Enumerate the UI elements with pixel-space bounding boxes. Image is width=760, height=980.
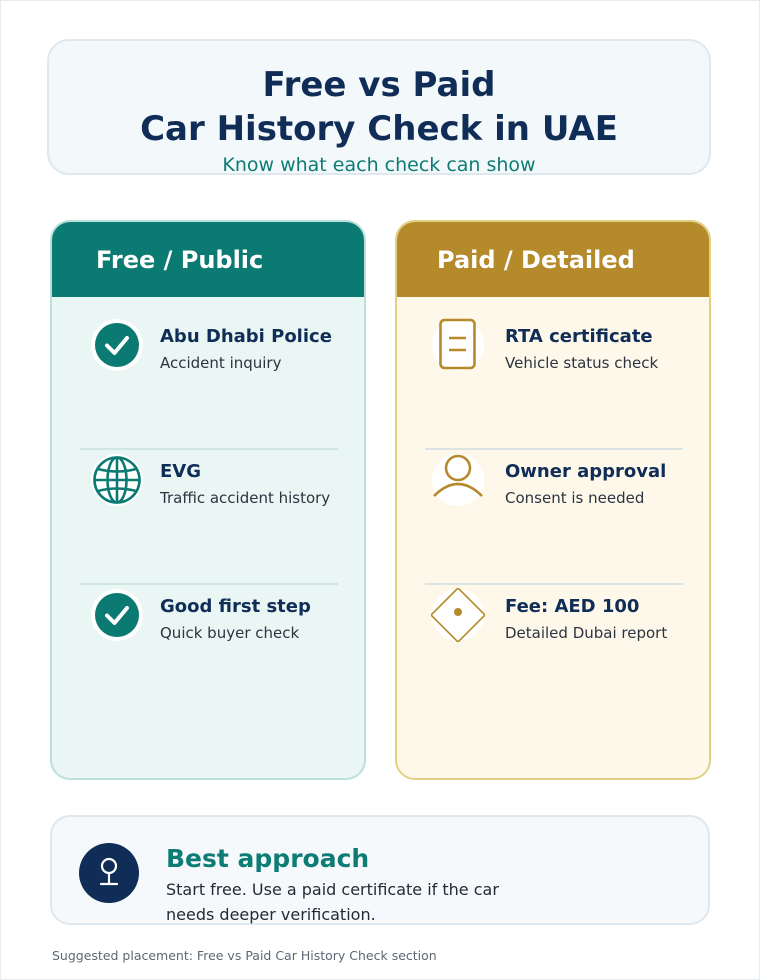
- title-line-2: Car History Check in UAE: [140, 109, 618, 149]
- divider: [80, 583, 338, 585]
- user-icon: [431, 453, 485, 507]
- paid-item-rta-certificate: [397, 318, 709, 388]
- free-item-title: Abu Dhabi Police: [160, 326, 332, 347]
- free-item-desc: Accident inquiry: [160, 354, 282, 372]
- paid-item-title: Fee: AED 100: [505, 596, 640, 617]
- check-circle-icon: [90, 318, 144, 372]
- header-card: [47, 39, 711, 175]
- free-column-heading: Free / Public: [50, 220, 366, 297]
- globe-icon: [90, 453, 144, 507]
- paid-column: [395, 220, 711, 780]
- document-icon: [431, 318, 485, 372]
- pin-icon: [79, 843, 139, 903]
- placement-note: Suggested placement: Free vs Paid Car History Check section: [52, 948, 437, 963]
- free-item-good-first-step: [52, 588, 364, 658]
- free-item-desc: Quick buyer check: [160, 624, 300, 642]
- divider: [425, 448, 683, 450]
- best-approach-title: Best approach: [166, 844, 370, 873]
- check-circle-icon: [90, 588, 144, 642]
- diamond-icon: [431, 588, 485, 642]
- free-item-title: EVG: [160, 461, 202, 482]
- paid-item-title: Owner approval: [505, 461, 667, 482]
- free-item-title: Good first step: [160, 596, 311, 617]
- paid-item-owner-approval: [397, 453, 709, 523]
- paid-item-desc: Detailed Dubai report: [505, 624, 668, 642]
- title-line-1: Free vs Paid: [262, 65, 496, 105]
- paid-column-heading: Paid / Detailed: [395, 220, 711, 297]
- free-item-evg: [52, 453, 364, 523]
- paid-item-fee: [397, 588, 709, 658]
- paid-item-desc: Consent is needed: [505, 489, 645, 507]
- paid-item-desc: Vehicle status check: [505, 354, 659, 372]
- page-subtitle: Know what each check can show: [222, 154, 536, 176]
- page-title: [49, 63, 709, 151]
- divider: [425, 583, 683, 585]
- free-column: [50, 220, 366, 780]
- paid-item-title: RTA certificate: [505, 326, 653, 347]
- best-approach-card: [50, 815, 710, 925]
- best-approach-text: Start free. Use a paid certificate if the car needs deeper verification.: [166, 880, 499, 924]
- free-item-abu-dhabi-police: [52, 318, 364, 388]
- divider: [80, 448, 338, 450]
- free-item-desc: Traffic accident history: [160, 489, 331, 507]
